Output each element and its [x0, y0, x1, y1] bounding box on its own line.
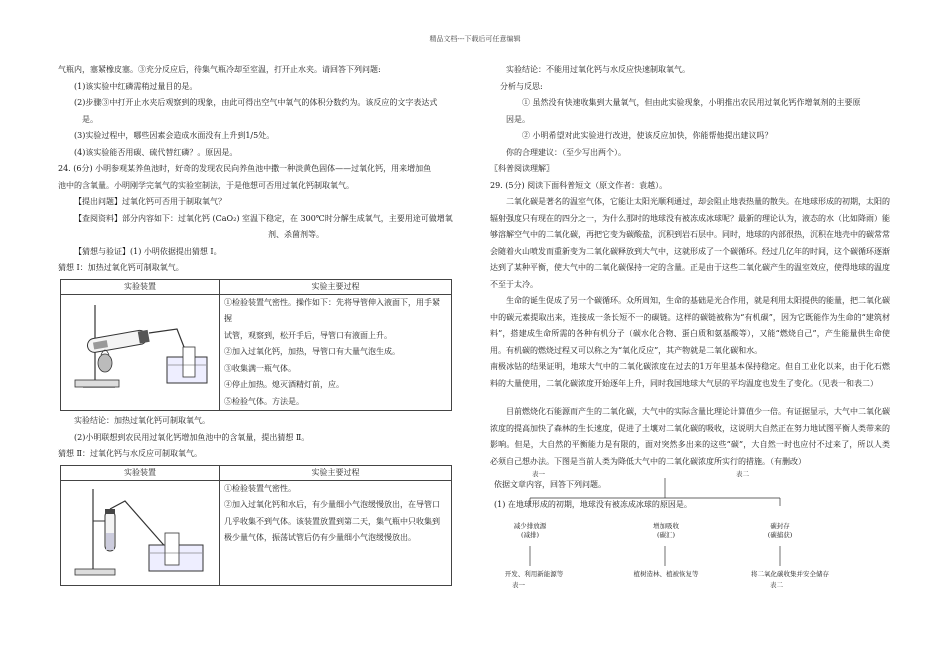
question-29-1: (1) 在地球形成的初期，地球没有被冻成冰球的原因是。: [494, 500, 692, 509]
experiment-table-2: [60, 465, 452, 587]
question-24-2: (2)小明联想到农民用过氧化钙增加鱼池中的含氧量，提出猜想 Ⅱ。: [74, 432, 310, 442]
question-29: 29. (5分) 阅读下面科普短文（原文作者：袁越）。: [490, 180, 668, 190]
step-line: 几乎收集不到气体。该装置放置到第二天，集气瓶中只收集到: [224, 516, 440, 526]
paragraph-1: 二氧化碳是著名的温室气体，它能让太阳光顺利通过，却会阻止地表热量的散失。在地球形成的初期，太阳的辐射强度只有现在的四分之一，为什么那时的地球没有被冻成冰球呢？最新的理论认为，液态的水（比如降雨）能够溶解空气中的二氧化碳，再把它变为碳酸盐，沉积到岩石层中。同时，地球的内部很热，沉积在地壳中的碳常常会随着火山喷发而重新变为二氧化碳释放到大气中，这就形成了一个碳循环。经过几亿年的时间，这个碳循环逐渐达到了某种平衡，使大气中的二氧化碳保持一定的含量。正是由于这些二氧化碳产生的温室效应，使得地球的温度不至于太冷。: [490, 197, 890, 289]
analysis-1: ① 虽然没有快速收集到大量氧气，但由此实验现象，小明推出农民用过氧化钙作增氧剂的主要原: [522, 98, 861, 107]
apparatus-figure: [61, 294, 220, 411]
hypothesis-intro: 【猜想与验证】(1) 小明依据提出猜想 Ⅰ。: [74, 246, 222, 256]
question-2: (2)步骤③中打开止水夹后观察到的现象，由此可得出空气中氧气的体积分数约为。该反应的文字表达式: [74, 98, 438, 107]
node-sub: (碳捕获): [767, 531, 793, 539]
step-line: ③收集满一瓶气体。: [224, 363, 296, 373]
diagram-leaf: 植树造林、植被恢复等: [633, 570, 699, 578]
heating-apparatus-illustration: [65, 295, 215, 393]
hypothesis-1: 猜想 Ⅰ：加热过氧化钙可制取氧气。: [58, 263, 184, 272]
diagram-label: 表二: [736, 470, 749, 478]
diagram-caption: 表一: [512, 581, 525, 589]
step-line: ②加入过氧化钙，加热，导管口有大量气泡生成。: [224, 347, 400, 356]
hypothesis-2: 猜想 Ⅱ：过氧化钙与水反应可制取氧气。: [58, 449, 202, 458]
conclusion-1: 实验结论：加热过氧化钙可制取氧气。: [74, 416, 210, 425]
analysis-2: ② 小明希望对此实验进行改进，使该反应加快，你能帮他提出建议吗？: [522, 131, 773, 140]
text-line: 气瓶内，塞紧橡皮塞。③充分反应后，待集气瓶冷却至室温，打开止水夹。请回答下列问题:: [58, 65, 381, 74]
question-4: (4)该实验能否用碳、硫代替红磷？。原因是。: [74, 147, 238, 157]
measures-diagram: [490, 470, 890, 590]
step-line: ④停止加热。熄灭酒精灯前，应。: [224, 380, 344, 389]
page-header: 精品文档---下载后可任意编辑: [429, 35, 521, 43]
question-2-cont: 是。: [82, 114, 98, 124]
right-column: [490, 62, 890, 590]
diagram-leaf: 开发、利用新能源等: [504, 570, 564, 578]
diagram-node: [638, 522, 694, 540]
water-apparatus-illustration: [65, 481, 215, 579]
node-sub: (减排): [520, 531, 540, 539]
table-header: 实验装置: [61, 279, 220, 294]
diagram-caption: 表二: [770, 581, 783, 589]
question-3: (3)实验过程中，哪些因素会造成水面没有上升到1/5处。: [74, 131, 275, 140]
question-1: (1)该实验中红磷需稍过量目的是。: [74, 81, 198, 91]
reference-info: 【查阅资料】部分内容如下：过氧化钙 (CaO₂) 室温下稳定，在 300℃时分解生成氧气，主要用途可做增氧: [74, 213, 453, 223]
paragraph-2: 生命的诞生促成了另一个碳循环。众所周知，生命的基础是光合作用，就是利用太阳提供的能量，把二氧化碳中的碳元素提取出来，连接成一条长短不一的碳链。这样的碳链被称为“有机碳”，因为它既能作为生命的“建筑材料”，搭建成生命所需的各种有机分子（碳水化合物、蛋白质和氨基酸等），又能“燃烧自己”，产生能量供生命使用。有机碳的燃烧过程又可以称之为“氧化反应”，其产物就是二氧化碳和水。: [490, 296, 890, 355]
table-header: 实验主要过程: [220, 465, 452, 480]
node-title: 碳封存: [770, 522, 790, 530]
experiment-table-1: [60, 279, 452, 412]
apparatus-figure: [61, 480, 220, 586]
step-line: 试管，观察到，松开手后，导管口有液面上升。: [224, 330, 392, 340]
node-title: 增加吸收: [653, 522, 679, 530]
table-header: 实验主要过程: [220, 279, 452, 294]
diagram-leaf: 将二氧化碳收集并安全储存: [751, 570, 829, 578]
question-intro: 依据文章内容，回答下列问题。: [494, 480, 606, 489]
section-heading: 〖科普阅读理解〗: [490, 164, 554, 173]
diagram-node: [752, 522, 808, 540]
step-line: ②加入过氧化钙和水后，有少量细小气泡缓慢放出，在导管口: [224, 500, 440, 509]
diagram-node: [500, 522, 560, 540]
left-column: [58, 62, 458, 588]
node-sub: (碳汇): [656, 531, 676, 539]
node-title: 减少排放源: [513, 522, 547, 530]
diagram-label: 表一: [532, 470, 545, 478]
step-line: ①检验装置气密性。操作如下：先将导管伸入液面下，用手紧握: [224, 297, 440, 323]
table-header: 实验装置: [61, 465, 220, 480]
step-line: ①检验装置气密性。: [224, 483, 296, 493]
paragraph-4: 目前燃烧化石能源而产生的二氧化碳，大气中的实际含量比理论计算值少一倍。有证据显示，大气中二氧化碳浓度的提高加快了森林的生长速度，促进了土壤对二氧化碳的吸收，这说明大自然正在努力地试图平衡人类带来的影响。但是，大自然的平衡能力是有限的，面对突然多出来的这些“碳”，大自然一时也应付不过来了，所以人类必须自己想办法。下图是当前人类为降低大气中的二氧化碳浓度所实行的措施。（有删改）: [490, 407, 890, 466]
question-24: 24. (6分) 小明参观某养鱼池时，好奇的发现农民向养鱼池中撒一种淡黄色固体——过氧化钙，用来增加鱼: [58, 164, 432, 173]
conclusion-2: 实验结论：不能用过氧化钙与水反应快速制取氧气。: [506, 65, 690, 74]
problem-statement: 【提出问题】过氧化钙可否用于制取氧气？: [74, 197, 226, 206]
paragraph-3: 南极冰钻的结果证明，地球大气中的二氧化碳浓度在过去的1万年里基本保持稳定。但自工业化以来，由于化石燃料的大量使用，二氧化碳浓度开始逐年上升，同时我国地球大气层的平均温度也发生了变化。（见表一和表二）: [490, 362, 890, 388]
step-line: 极少量气体，振荡试管后仍有少量细小气泡缓慢放出。: [224, 533, 416, 542]
question-24-cont: 池中的含氧量。小明刚学完氧气的实验室制法，于是他想可否用过氧化钙制取氧气。: [58, 180, 354, 190]
analysis-heading: 分析与反思:: [500, 81, 543, 91]
suggestion-line: 你的合理建议：（至少写出两个）。: [506, 147, 626, 157]
reference-info-cont: 剂、杀菌剂等。: [268, 230, 324, 239]
analysis-1-cont: 因是。: [506, 114, 530, 124]
step-line: ⑤检验气体。方法是。: [224, 396, 304, 406]
